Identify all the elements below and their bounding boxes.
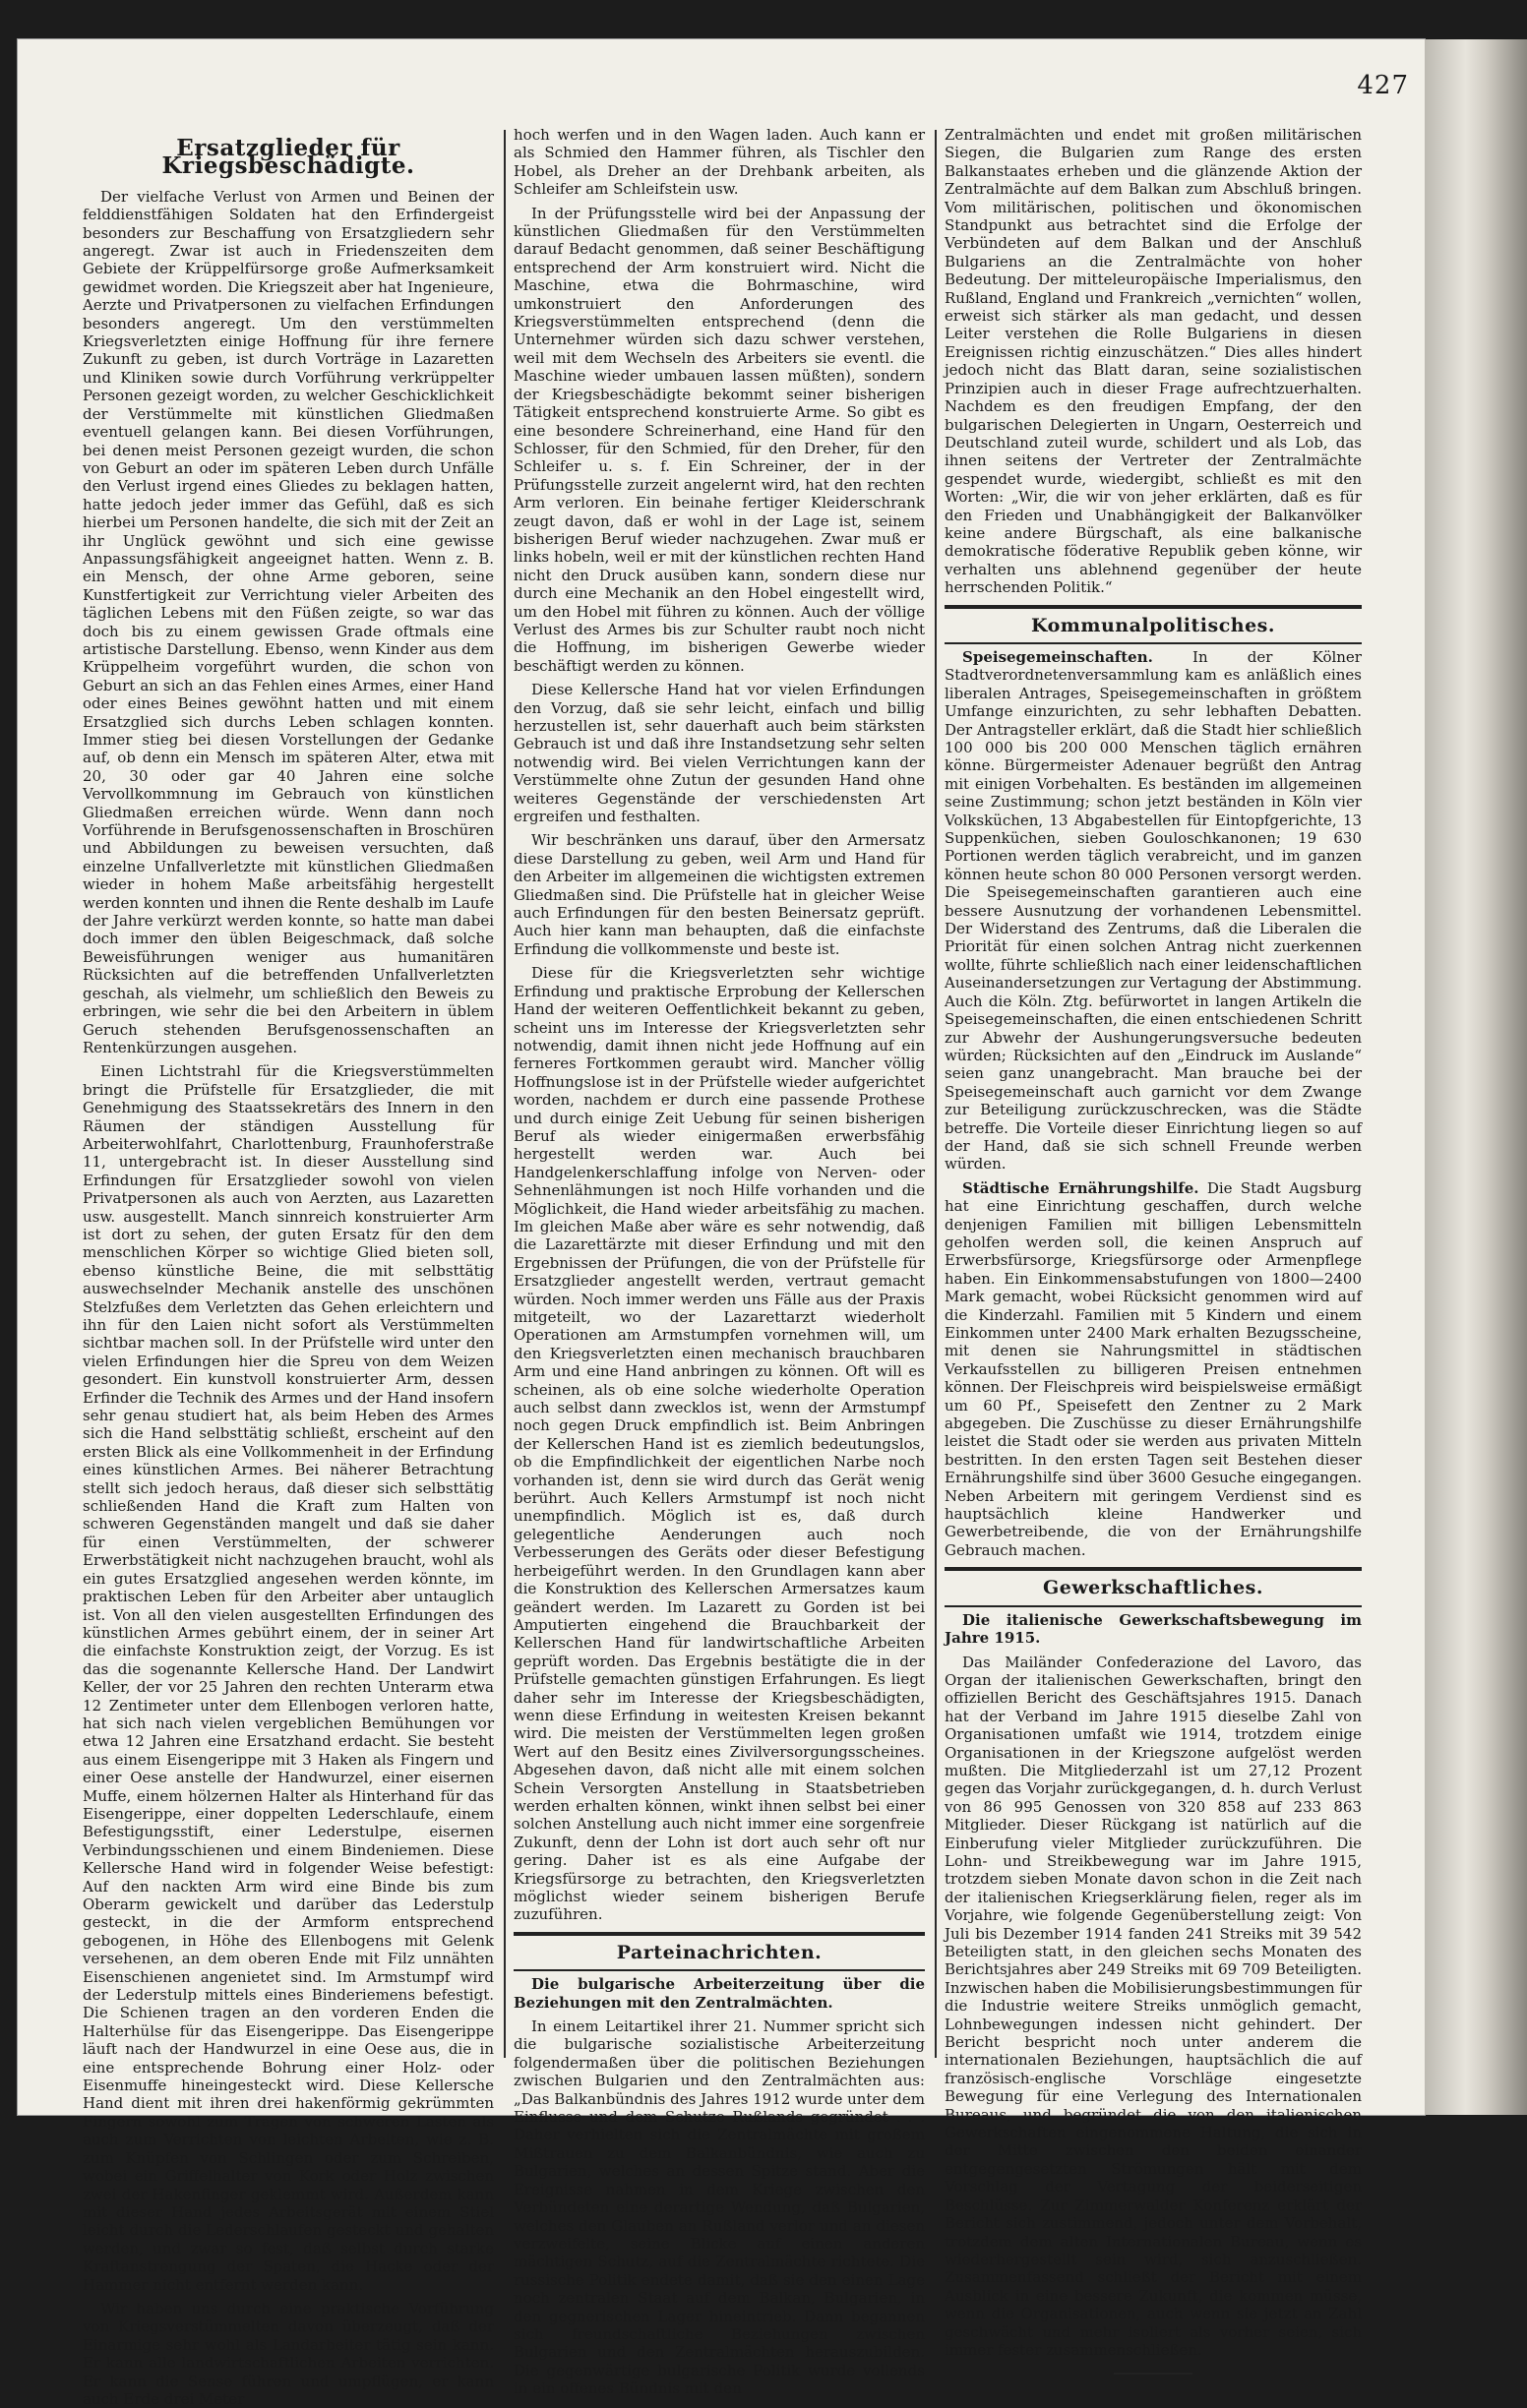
end-rule: [1114, 2373, 1192, 2375]
paragraph: Wir beschränken uns darauf, über den Armersatz diese Darstellung zu geben, weil Arm und Hand für den Arbeiter im allgemeinen die wichtigsten extremen Gliedmaßen sind. Die Prüfstelle hat in gleicher Weise auch Erfindungen für den besten Beinersatz geprüft. Auch hier kann man behaupten, daß die einfachste Erfindung die vollkommenste und beste ist.: [514, 831, 925, 958]
section-rule: [514, 1932, 925, 1936]
section-title-kommunalpolitisches: Kommunalpolitisches.: [1030, 614, 1275, 636]
paragraph-text: In der Kölner Stadtverordnetenversammlung kam es anläßlich eines liberalen Antrages, Speisegemeinschaften in größtem Umfange einzurichten, zu sehr lebhaften Debatten. Der Antragsteller erklärt, daß die Stadt hier schließlich 100 000 bis 200 000 Menschen täglich ernähren könne. Bürgermeister Adenauer begrüßt den Antrag mit einigen Vorbehalten. Es beständen im allgemeinen seine Zustimmung; schon jetzt beständen in Köln vier Volksküchen, 13 Abgabestellen für Eintopfgerichte, 13 Suppenküchen, sieben Gouloschkanonen; 19 630 Portionen werden täglich verabreicht, und im ganzen können heute schon 80 000 Personen versorgt werden. Die Speisegemeinschaften garantieren auch eine bessere Ausnutzung der vorhandenen Lebensmittel. Der Widerstand des Zentrums, daß die Liberalen die Priorität für einen solchen Antrag nicht zuerkennen wollte, führte schließlich nach einer leidenschaftlichen Auseinandersetzungen zur Vertagung der Abstimmung. Auch die Köln. Ztg. befürwortet in langen Artikeln die Speisegemeinschaften, die einen entschiedenen Schritt zur Abwehr der Aushungerungsversuche bedeuten würden; Rücksichten auf den „Eindruck im Auslande“ seien ganz unangebracht. Man brauche bei der Speisegemeinschaft auch garnicht vor dem Zwange zur Beteiligung zurückzuschrecken, was die Städte betreffe. Die Vorteile dieser Einrichtung liegen so auf der Hand, daß sie sich schnell Freunde werben würden.: [945, 647, 1362, 1174]
section-rule: [945, 1567, 1362, 1571]
column-3: [945, 126, 1362, 2359]
paragraph: Zentralmächten und endet mit großen militärischen Siegen, die Bulgarien zum Range des ersten Balkanstaates erheben und die glänzende Aktion der Zentralmächte auf dem Balkan zum Abschluß bringen. Vom militärischen, politischen und ökonomischen Standpunkt aus betrachtet sind die Erfolge der Verbündeten auf dem Balkan und der Anschluß Bulgariens an die Zentralmächte von hoher Bedeutung. Der mitteleuropäische Imperialismus, den Rußland, England und Frankreich „vernichten“ wollen, erweist sich stärker als man gedacht, und dessen Leiter verstehen die Rolle Bulgariens in diesen Ereignissen richtig einzuschätzen.“ Dies alles hindert jedoch nicht das Blatt daran, seine sozialistischen Prinzipien auch in dieser Frage aufrechtzuerhalten. Nachdem es den freudigen Empfang, der den bulgarischen Delegierten in Ungarn, Oesterreich und Deutschland zuteil wurde, schildert und als Lob, das ihnen seitens der Vertreter der Zentralmächte gespendet wurde, wiedergibt, schließt es mit den Worten: „Wir, die wir von jeher erklärten, daß es für den Frieden und Unabhängigkeit der Balkanvölker keine andere Bürgschaft, als eine balkanische demokratische föderative Republik geben könne, wir verhalten uns ablehnend gegenüber der heute herrschenden Politik.“: [945, 126, 1362, 597]
column-1: [83, 126, 494, 2408]
run-in-heading: Städtische Ernährungshilfe.: [962, 1178, 1199, 1197]
subheading: Die italienische Gewerkschaftsbewegung im Jahre 1915.: [945, 1610, 1362, 1648]
book-spine: [1425, 39, 1527, 2115]
page-number: 427: [1357, 71, 1409, 100]
paragraph: Der vielfache Verlust von Armen und Beinen der felddienstfähigen Soldaten hat den Erfindergeist besonders zur Beschaffung von Ersatzgliedern sehr angeregt. Zwar ist auch in Friedenszeiten dem Gebiete der Krüppelfürsorge große Aufmerksamkeit gewidmet worden. Die Kriegszeit aber hat Ingenieure, Aerzte und Privatpersonen zu vielfachen Erfindungen besonders angeregt. Um den verstümmelten Kriegsverletzten einige Hoffnung für ihre fernere Zukunft zu geben, ist durch Vorträge in Lazaretten und Kliniken sowie durch Vorführung verkrüppelter Personen gezeigt worden, zu welcher Geschicklichkeit der Verstümmelte mit künstlichen Gliedmaßen eventuell gelangen kann. Bei diesen Vorführungen, bei denen meist Personen gezeigt wurden, die schon von Geburt an oder im späteren Leben durch Unfälle den Verlust irgend eines Gliedes zu beklagen hatten, hatte jedoch jeder immer das Gefühl, daß es sich hierbei um Personen handelte, die sich mit der Zeit an ihr Unglück gewöhnt und sich eine gewisse Anpassungsfähigkeit angeeignet hatten. Wenn z. B. ein Mensch, der ohne Arme geboren, seine Kunstfertigkeit zur Verrichtung vieler Arbeiten des täglichen Lebens mit den Füßen zeigte, so war das doch bis zu einem gewissen Grade oftmals eine artistische Darstellung. Ebenso, wenn Kinder aus dem Krüppelheim vorgeführt wurden, die schon von Geburt an sich an das Fehlen eines Armes, einer Hand oder eines Beines gewöhnt hatten und mit einem Ersatzglied sich durchs Leben schlagen konnten. Immer stieg bei diesen Vorstellungen der Gedanke auf, ob denn ein Mensch im späteren Alter, etwa mit 20, 30 oder gar 40 Jahren eine solche Vervollkommnung im Gebrauch von künstlichen Gliedmaßen erreichen würde. Wenn dann noch Vorführende in Berufsgenossenschaften in Broschüren und Abbildungen zu beweisen versuchten, daß einzelne Unfallverletzte mit künstlichen Gliedmaßen wieder in hohem Maße arbeitsfähig hergestellt werden konnten und ihnen die Rente deshalb im Laufe der Jahre verkürzt werden konnte, so hatte man dabei doch immer den üblen Beigeschmack, daß solche Beweisführungen weniger aus humanitären Rücksichten auf die betreffenden Unfallverletzten geschah, als vielmehr, um schließlich den Beweis zu erbringen, wie sehr die bei den Arbeitern in üblem Geruch stehenden Berufsgenossenschaften an Rentenkürzungen ausgehen.: [83, 187, 494, 1056]
column-rule: [504, 130, 506, 2058]
column-2: [514, 126, 925, 2398]
section-rule: [945, 605, 1362, 609]
section-title-gewerkschaftliches: Gewerkschaftliches.: [1043, 1577, 1263, 1599]
newspaper-page: [18, 39, 1425, 2408]
paragraph: Diese für die Kriegsverletzten sehr wichtige Erfindung und praktische Erprobung der Kellerschen Hand der weiteren Oeffentlichkeit bekannt zu geben, scheint uns im Interesse der Kriegsverletzten sehr notwendig, damit ihnen nicht jede Hoffnung auf ein ferneres Fortkommen geraubt wird. Mancher völlig Hoffnungslose ist in der Prüfstelle wieder aufgerichtet worden, nachdem er durch eine passende Prothese und durch einige Zeit Uebung für seinen bisherigen Beruf als wieder einigermaßen erwerbsfähig hergestellt werden war. Auch bei Handgelenkerschlaffung infolge von Nerven- oder Sehnenlähmungen ist noch Hilfe vorhanden und die Möglichkeit, die Hand wieder arbeitsfähig zu machen. Im gleichen Maße aber wäre es sehr notwendig, daß die Lazarettärzte mit dieser Erfindung und mit den Ergebnissen der Prüfungen, die von der Prüfstelle für Ersatzglieder angestellt werden, vertraut gemacht würden. Noch immer werden uns Fälle aus der Praxis mitgeteilt, wo der Lazarettarzt wiederholt Operationen am Armstumpfen vornehmen will, um den Kriegsverletzten einen mechanisch brauchbaren Arm und eine Hand anbringen zu können. Oft will es scheinen, als ob eine solche wiederholte Operation auch selbst dann zwecklos ist, wenn der Armstumpf noch gegen Druck empfindlich ist. Beim Anbringen der Kellerschen Hand ist es ziemlich bedeutungslos, ob die Empfindlichkeit der eigentlichen Narbe noch vorhanden ist, denn sie wird durch das Gerät wenig berührt. Auch Kellers Armstumpf ist noch nicht unempfindlich. Möglich ist es, daß durch gelegentliche Aenderungen auch noch Verbesserungen des Geräts oder dieser Befestigung herbeigeführt werden. In den Grundlagen kann aber die Konstruktion des Kellerschen Armersatzes kaum geändert werden. Im Lazarett zu Gorden ist bei Amputierten eingehend die Brauchbarkeit der Kellerschen Hand für landwirtschaftliche Arbeiten geprüft worden. Das Ergebnis bestätigte die in der Prüfstelle gemachten günstigen Erfahrungen. Es liegt daher sehr im Interesse der Kriegsbeschädigten, wenn diese Erfindung in weitesten Kreisen bekannt wird. Die meisten der Verstümmelten legen großen Wert auf den Besitz eines Zivilversorgungsscheines. Abgesehen davon, daß nicht alle mit einem solchen Schein Versorgten Anstellung in Staatsbetrieben werden erhalten können, winkt ihnen selbst bei einer solchen Anstellung auch nicht immer eine sorgenfreie Zukunft, denn der Lohn ist dort auch sehr oft nur gering. Daher ist es als eine Aufgabe der Kriegsfürsorge zu betrachten, den Kriegsverletzten möglichst wieder seinem bisherigen Berufe zuzuführen.: [514, 964, 925, 1924]
paragraph: Wir haben uns durch eine praktische Vorführung von Kriegsverstümmelten davon überzeugt, daß der Einarmige sehr wohl als Landarbeiter tätig sein kann. Er kann alle landwirtschaftlichen Arbeiten verrichten. Er kann die Sense führen und umpflügen, er kann auch Erde drei Meter: [83, 2299, 494, 2408]
paragraph: hoch werfen und in den Wagen laden. Auch kann er als Schmied den Hammer führen, als Tischler den Hobel, als Dreher an der Drehbank arbeiten, als Schleifer am Schleifstein usw.: [514, 126, 925, 199]
section-rule: [514, 1969, 925, 1971]
subheading: Die bulgarische Arbeiterzeitung über die Beziehungen mit den Zentralmächten.: [514, 1975, 925, 2012]
paragraph: [945, 1179, 1362, 1560]
article-title-ersatzglieder: Ersatzglieder für Kriegsbeschädigte.: [161, 135, 415, 180]
section-rule: [945, 1605, 1362, 1607]
paragraph: In einem Leitartikel ihrer 21. Nummer spricht sich die bulgarische sozialistische Arbeiterzeitung folgendermaßen über die politischen Beziehungen zwischen Bulgarien und den Zentralmächten aus: „Das Balkanbündnis des Jahres 1912 wurde unter dem Einflusse und dem Schutze Rußlands gegründet . . . Daher verhielten sich die Zentralmächte mit großem Mißtrauen zu dem Balkanbündnis, wie auch zu Bulgarien, welches an dessen Spitze stand. Aber die Ereignisse nahmen in dem Kriege zwischen den Verbündeten eine derartige Wendung, daß Bulgarien, welches den Glauben an Rußland verlor und an diesen verzweifelte, seine Blicke auf einen anderen mächtigen Schutz, auf die Zentralmächte richtete. Die russische Politik endete damit, daß sie den einen Lage noch zentralen Staat auf dem Balkan, Bulgarien, in den gegnerischen Lager hineintrieb. Dann begannen sich freundschaftliche Beziehungen zwischen Bulgarien und den Zentralmächten herauszubilden. Die gegenwärtige bulgarische Politik wurde vollends in ein offenes Bündnis mit den: [514, 2017, 925, 2398]
paragraph: In der Prüfungsstelle wird bei der Anpassung der künstlichen Gliedmaßen für den Verstümmelten darauf Bedacht genommen, daß seiner Beschäftigung entsprechend der Arm konstruiert wird. Nicht die Maschine, etwa die Bohrmaschine, wird umkonstruiert den Anforderungen des Kriegsverstümmelten entsprechend (denn die Unternehmer würden sich dazu schwer verstehen, weil mit dem Wechseln des Arbeiters sie eventl. die Maschine wieder umbauen lassen müßten), sondern der Kriegsbeschädigte bekommt seiner bisherigen Tätigkeit entsprechend konstruierte Arme. So gibt es eine besondere Schreinerhand, eine Hand für den Schlosser, für den Schmied, für den Dreher, für den Schleifer u. s. f. Ein Schreiner, der in der Prüfungsstelle zurzeit angelernt wird, hat den rechten Arm verloren. Ein beinahe fertiger Kleiderschrank zeugt davon, daß er wohl in der Lage ist, seinem bisherigen Beruf wieder nachzugehen. Zwar muß er links hobeln, weil er mit der künstlichen rechten Hand nicht den Druck ausüben kann, sondern diese nur durch eine Mechanik an den Hobel eingestellt wird, um den Hobel mit führen zu können. Auch der völlige Verlust des Armes bis zur Schulter raubt noch nicht die Hoffnung, im bisherigen Gewerbe wieder beschäftigt werden zu können.: [514, 204, 925, 675]
section-title-parteinachrichten: Parteinachrichten.: [616, 1941, 823, 1963]
section-rule: [945, 642, 1362, 644]
paragraph: Diese Kellersche Hand hat vor vielen Erfindungen den Vorzug, daß sie sehr leicht, einfach und billig herzustellen ist, sehr dauerhaft auch beim stärksten Gebrauch ist und daß ihre Instandsetzung sehr selten notwendig wird. Bei vielen Verrichtungen kann der Verstümmelte ohne Zutun der gesunden Hand ohne weiteres Gegenstände der verschiedensten Art ergreifen und festhalten.: [514, 681, 925, 826]
run-in-heading: Speisegemeinschaften.: [962, 647, 1153, 666]
paragraph: Einen Lichtstrahl für die Kriegsverstümmelten bringt die Prüfstelle für Ersatzglieder, die mit Genehmigung des Staatssekretärs des Innern in den Räumen der ständigen Ausstellung für Arbeiterwohlfahrt, Charlottenburg, Fraunhoferstraße 11, untergebracht ist. In dieser Ausstellung sind Erfindungen für Ersatzglieder sowohl von vielen Privatpersonen als auch von Aerzten, aus Lazaretten usw. ausgestellt. Manch sinnreich konstruierter Arm ist dort zu sehen, der guten Ersatz für den dem menschlichen Körper so wichtige Glied bieten soll, ebenso künstliche Beine, die mit selbsttätig auswechselnder Mechanik anstelle des unschönen Stelzfußes dem Verletzten das Gehen erleichtern und ihn für den Laien nicht sofort als Verstümmelten sichtbar machen soll. In der Prüfstelle wird unter den vielen Erfindungen hier die Spreu von dem Weizen gesondert. Ein kunstvoll konstruierter Arm, dessen Erfinder die Technik des Armes und der Hand insofern sehr genau studiert hat, als beim Heben des Armes sich die Hand selbsttätig schließt, erscheint auf den ersten Blick als eine Vollkommenheit in der Erfindung eines künstlichen Armes. Bei näherer Betrachtung stellt sich jedoch heraus, daß dieser sich selbsttätig schließenden Hand die Kraft zum Halten von schweren Gegenständen mangelt und daß sie daher für einen Verstümmelten, der schwerer Erwerbstätigkeit nicht nachzugehen braucht, wohl als ein gutes Ersatzglied angesehen werden könnte, im praktischen Leben für den Arbeiter aber untauglich ist. Von all den vielen ausgestellten Erfindungen des künstlichen Armes gebührt einem, der in seiner Art die einfachste Konstruktion zeigt, der Vorzug. Es ist das die sogenannte Kellersche Hand. Der Landwirt Keller, der vor 25 Jahren den rechten Unterarm etwa 12 Zentimeter unter dem Ellenbogen verloren hatte, hat sich nach vielen vergeblichen Bemühungen vor etwa 12 Jahren eine Ersatzhand erdacht. Sie besteht aus einem Eisengerippe mit 3 Haken als Fingern und einer Oese anstelle der Handwurzel, einer eisernen Muffe, einem hölzernen Halter als Hinterhand für das Eisengerippe, einer doppelten Lederschlaufe, einem Befestigungsstift, einer Lederstulpe, eisernen Verbindungsschienen und einem Bindeniemen. Diese Kellersche Hand wird in folgender Weise befestigt: Auf den nackten Arm wird eine Binde bis zum Oberarm gewickelt und darüber das Lederstulp gesteckt, in die der Armform entsprechend gebogenen, in Höhe des Ellenbogens mit Gelenk versehenen, an dem oberen Ende mit Filz unnähten Eisenschienen angenietet sind. Im Armstumpf wird der Lederstulp mittels eines Binderiemens befestigt. Die Schienen tragen an den vorderen Enden die Halterhülse für das Eisengerippe. Das Eisengerippe läuft nach der Handwurzel in eine Oese aus, die in eine entsprechende Bohrung einer Holz- oder Eisenmuffe hineingesteckt wird. Diese Kellersche Hand dient mit ihren drei hakenförmig gekrümmten Fingern sowohl zum Tragen von schweren Lasten als auch zum Verrichten von leichten Arbeiten, wie z. B. zum Knüpfen von Schlingen oder zum Schreiben, wobei ein Griffelhalter von Kork oder Holz zwischen zwei der Hakenfinger geklemmt wird. Außerdem kann mit dieser Hand jedes Arbeitsgerät mit einem Stiel leicht durch die Lederschlaufen gesteckt und gehalten werden, und zwar so fest, daß selbst durch starke Kraftanstrengung der Spaten, die Hacke oder der Hammer nicht entfernt werden kann.: [83, 1062, 494, 2294]
column-rule: [935, 130, 937, 2058]
paragraph-text: Die Stadt Augsburg hat eine Einrichtung geschaffen, durch welche denjenigen Familien mit billigen Lebensmitteln geholfen werden soll, die keinen Anspruch auf Erwerbsfürsorge, Kriegsfürsorge oder Armenpflege haben. Ein Einkommensabstufungen von 1800—2400 Mark gemacht, wobei Rücksicht genommen wird auf die Kinderzahl. Familien mit 5 Kindern und einem Einkommen unter 2400 Mark erhalten Bezugsscheine, mit denen sie Nahrungsmittel in städtischen Verkaufsstellen zu billigeren Preisen entnehmen können. Der Fleischpreis wird beispielsweise ermäßigt um 60 Pf., Speisefett den Zentner zu 2 Mark abgegeben. Die Zuschüsse zu dieser Ernährungshilfe leistet die Stadt oder sie werden aus privaten Mitteln bestritten. In den ersten Tagen seit Bestehen dieser Ernährungshilfe sind über 3600 Gesuche eingegangen. Neben Arbeitern mit geringem Verdienst sind es hauptsächlich kleine Handwerker und Gewerbetreibende, die von der Ernährungshilfe Gebrauch machen.: [945, 1178, 1362, 1559]
paragraph: Das Mailänder Confederazione del Lavoro, das Organ der italienischen Gewerkschaften, bringt den offiziellen Bericht des Geschäftsjahres 1915. Danach hat der Verband im Jahre 1915 dieselbe Zahl von Organisationen umfaßt wie 1914, trotzdem einige Organisationen in der Kriegszone aufgelöst werden mußten. Die Mitgliederzahl ist um 27,12 Prozent gegen das Vorjahr zurückgegangen, d. h. durch Verlust von 86 995 Genossen von 320 858 auf 233 863 Mitglieder. Dieser Rückgang ist natürlich auf die Einberufung vieler Mitglieder zurückzuführen. Die Lohn- und Streikbewegung war im Jahre 1915, trotzdem sieben Monate davon schon in die Zeit nach der italienischen Kriegserklärung fielen, reger als im Vorjahre, wie folgende Gegenüberstellung zeigt: Von Juli bis Dezember 1914 fanden 241 Streiks mit 39 542 Beteiligten statt, in den gleichen sechs Monaten des Berichtsjahres aber 249 Streiks mit 69 709 Beteiligten. Inzwischen haben die Mobilisierungsbestimmungen für die Industrie weitere Streiks unmöglich gemacht, Lohnbewegungen indessen nicht gehindert. Der Bericht bespricht noch unter anderem die internationalen Beziehungen, hauptsächlich die auf französisch-englische Vorschläge eingesetzte Bewegung für eine Verlegung des Internationalen Bureaus, und begründet die von den italienischen Gewerkschaften eingenommene Haltung, die sich in der Mitte zwischen den beiden einander entgegengesetzten Strömungen hält mit dem Vorschlag der Vertagung der beiderseitigen Beschlüsse. Zur Zimmerwalder Konferenz erklärt der Bericht sich zustimmend, jedoch unter dem Vorbehalt, trotzdem dem alten Internationalen Bureau, wenn es wiederhergestellt sein wird, sich anzuschließen. Zusammenfassend schließt der Bericht mit einem Ausblick in eine bessere Zukunft, die kommen müsse, wenn die Organisationen, auch wenn sie jetzt an Zahl geschwächt und mehr isoliert als vorher seien, sich immer fester zusammenschließen.: [945, 1653, 1362, 2359]
paragraph: [945, 648, 1362, 1174]
